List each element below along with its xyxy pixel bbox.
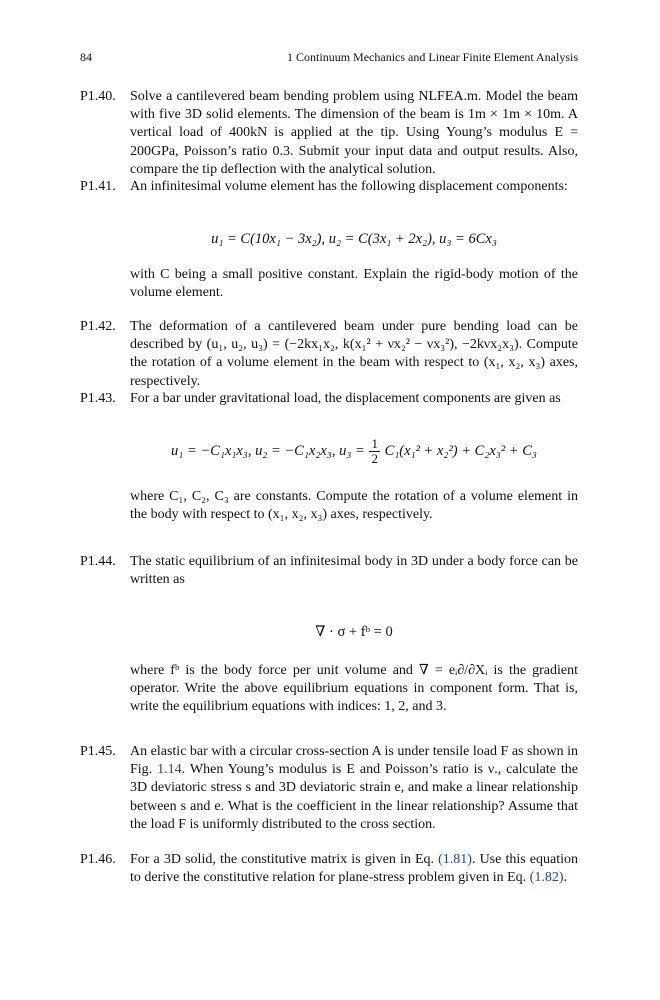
problem-1-44-followup — [80, 662, 578, 717]
problem-1-46 — [80, 851, 578, 887]
problem-text-c: . — [563, 870, 567, 886]
problem-text: An infinitesimal volume element has the following displacement components: — [130, 179, 568, 194]
equation-1-43 — [130, 437, 578, 466]
problem-text: where fᵇ is the body force per unit volume and ∇ = eᵢ∂/∂Xᵢ is the gradient operator. Write the above equilibrium equations in component form. That is, write the equilibrium equations with indices: 1, 2, and 3. — [130, 663, 578, 715]
problem-number: P1.40. — [80, 89, 116, 104]
problem-text: The static equilibrium of an infinitesimal body in 3D under a body force can be written as — [130, 554, 578, 588]
problem-text-a: For a 3D solid, the constitutive matrix is given in Eq. — [130, 852, 434, 867]
problem-1-41 — [80, 178, 578, 196]
problem-text — [130, 851, 578, 887]
problem-text-b: . When Young’s modulus is E and Poisson’s ratio is ν., calculate the 3D deviatoric stress s and 3D deviatoric strain e, and make a linear relationship between s and e. What is the coefficient in the linear relationship? Assume that the load F is uniformly distributed to the cross section. — [130, 762, 579, 832]
problem-text: with C being a small positive constant. Explain the rigid-body motion of the volume element. — [130, 267, 578, 301]
problem-number: P1.42. — [80, 319, 116, 334]
problem-text-a: An elastic bar with a circular cross-section A is under tensile load F as shown in Fig. — [130, 744, 578, 778]
running-title: 1 Continuum Mechanics and Linear Finite Element Analysis — [287, 50, 578, 64]
problem-text: where C₁, C₂, C₃ are constants. Compute the rotation of a volume element in the body with respect to (x₁, x₂, x₃) axes, respectively. — [130, 489, 578, 523]
problem-1-44 — [80, 553, 578, 589]
problem-number: P1.45. — [80, 744, 116, 759]
problem-text: For a bar under gravitational load, the displacement components are given as — [130, 391, 561, 406]
problem-text: The deformation of a cantilevered beam under pure bending load can be described by (u₁, u₂, u₃) = (−2kx₁x₂, k(x₁² + νx₂² − νx₃²), −2kνx₂x₃). Compute the rotation of a volume element in the beam with respect to (x₁, x₂, x₃) axes, respectively. — [130, 319, 578, 389]
page-number: 84 — [80, 50, 92, 64]
problem-1-43 — [80, 390, 578, 408]
equation-link-1-81[interactable]: (1.81) — [438, 852, 472, 867]
problem-1-43-followup — [80, 488, 578, 524]
equation-right: C₁(x₁² + x₂²) + C₂x₃² + C₃ — [384, 442, 537, 459]
problem-text — [130, 743, 578, 834]
equation-1-41 — [130, 231, 578, 248]
problem-1-45 — [80, 743, 578, 834]
problem-number: P1.41. — [80, 179, 116, 194]
equation-link-1-82[interactable]: (1.82) — [529, 870, 564, 886]
equation-equilibrium: ∇ · σ + fᵇ = 0 — [315, 624, 393, 640]
fraction-denominator: 2 — [371, 451, 378, 466]
fraction-numerator: 1 — [371, 436, 378, 451]
running-header — [80, 50, 578, 68]
equation-left: u₁ = −C₁x₁x₃, u₂ = −C₁x₂x₃, u₃ = — [171, 442, 365, 459]
problem-1-41-followup — [80, 266, 578, 302]
problem-number: P1.43. — [80, 391, 116, 406]
problem-number: P1.46. — [80, 852, 116, 867]
problem-1-42 — [80, 318, 578, 391]
problem-number: P1.44. — [80, 554, 116, 569]
equation-fraction — [369, 437, 380, 466]
problem-text: Solve a cantilevered beam bending problem using NLFEA.m. Model the beam with five 3D solid elements. The dimension of the beam is 1m × 1m × 10m. A vertical load of 400kN is applied at the tip. Using Young’s modulus E = 200GPa, Poisson’s ratio 0.3. Submit your input data and output results. Also, compare the tip deflection with the analytical solution. — [130, 89, 578, 177]
problem-1-40 — [80, 88, 578, 179]
equation-displacement: u₁ = C(10x₁ − 3x₂), u₂ = C(3x₁ + 2x₂), u₃ = 6Cx₃ — [211, 231, 497, 247]
figure-link[interactable]: 1.14 — [157, 762, 182, 778]
equation-1-44 — [130, 624, 578, 641]
problem-text-b: . Use this equation to derive the constitutive relation for plane-stress problem given in Eq. — [130, 852, 579, 886]
